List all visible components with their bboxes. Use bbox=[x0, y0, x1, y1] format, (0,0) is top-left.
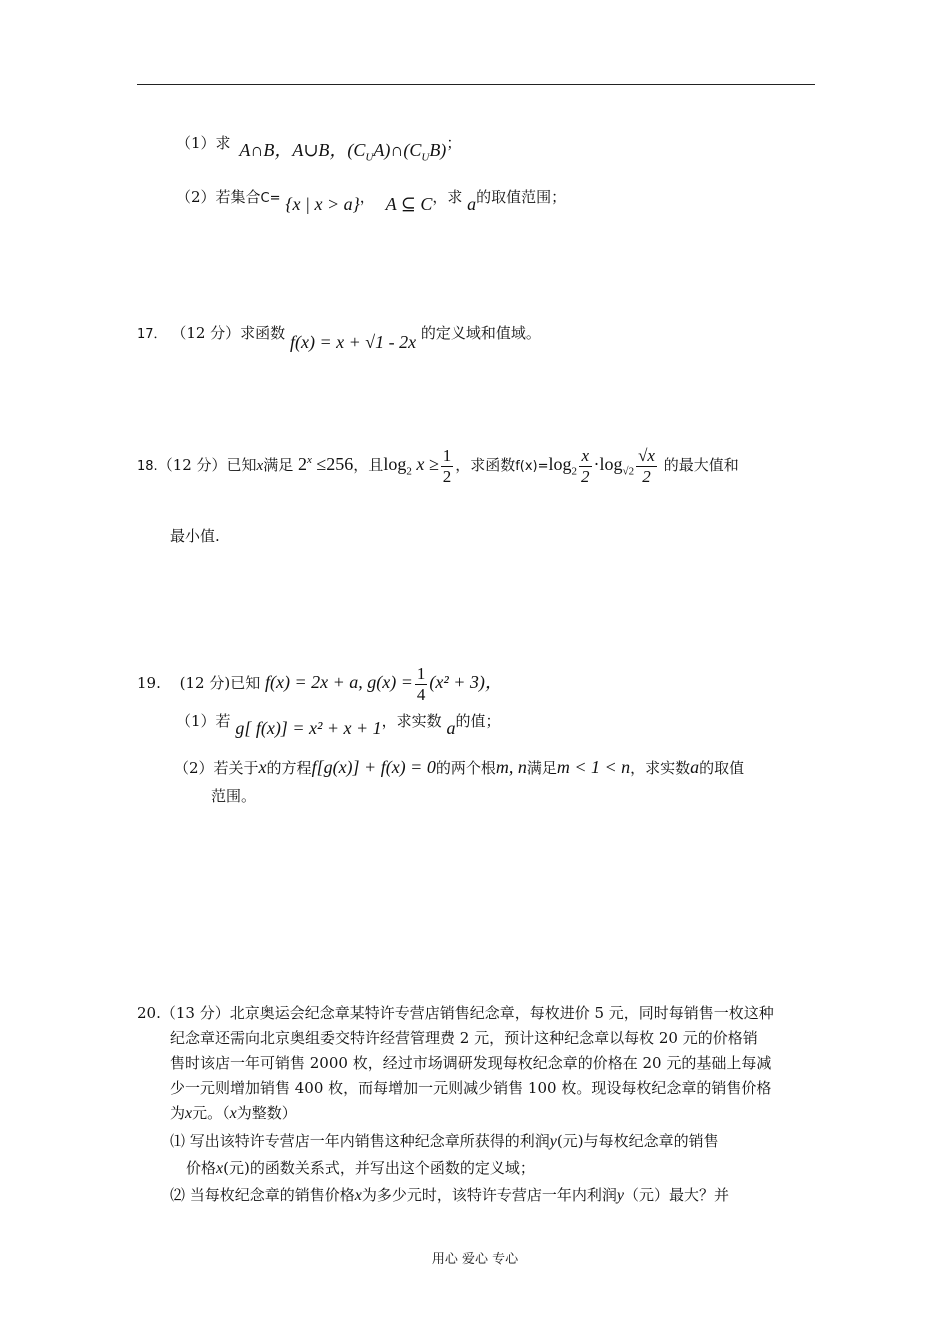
q18-fx: f(x)= bbox=[515, 459, 549, 474]
q18-prompt: （12 分）已知 bbox=[157, 456, 257, 474]
q18-cond2-pre: ，且 bbox=[353, 456, 384, 474]
q19-p2-cond: m < 1 < n bbox=[556, 757, 631, 777]
q18-log1: $\log_2$ bbox=[548, 454, 578, 478]
q16-p2-tail: 的取值范围； bbox=[476, 188, 567, 206]
q18-log2: $\cdot\log_{√2}$ bbox=[593, 454, 635, 478]
q19-p2-mn: m, n bbox=[495, 757, 527, 777]
q18-frac1: $\frac{x}{2}$ bbox=[581, 445, 590, 486]
q18-line2: 最小值. bbox=[170, 527, 220, 545]
q19-p1-ask: ，求实数 bbox=[381, 712, 442, 730]
q17-prompt: （12 分）求函数 bbox=[171, 324, 286, 342]
q20-sub2-x: x bbox=[354, 1187, 362, 1204]
q16-p1-label: （1）求 bbox=[176, 134, 231, 152]
q20-sub2-y: y bbox=[616, 1187, 625, 1204]
q16-p2-c: C= bbox=[260, 191, 281, 206]
q17-function: f(x) = x + √1 - 2x bbox=[289, 332, 417, 352]
q20-line5 bbox=[170, 1103, 297, 1124]
q19-p1-eq: g[ f(x)] = x² + x + 1 bbox=[235, 718, 382, 738]
q18-cond1: $2^x \le 256$ bbox=[298, 454, 354, 474]
q19-p2-tail: 的取值 bbox=[699, 759, 745, 777]
q16-p1-end: ； bbox=[446, 134, 462, 152]
q20-sub1b-x: x bbox=[216, 1160, 224, 1177]
q18-tail: 的最大值和 bbox=[663, 456, 739, 474]
q19-p2-eq: f[g(x)] + f(x) = 0 bbox=[311, 757, 436, 777]
q20-sub1b-pre: 价格 bbox=[186, 1159, 217, 1177]
q20-sub1-y: y bbox=[549, 1133, 557, 1150]
q18-var-x: x bbox=[256, 458, 264, 474]
q19-quarter-fraction: $\frac{1}{4}$ bbox=[416, 663, 426, 704]
q16-p2-cond: A ⊆ C bbox=[385, 194, 433, 214]
q20-sub1-pre: ⑴ 写出该特许专营店一年内销售这种纪念章所获得的利润 bbox=[170, 1132, 550, 1150]
q16-p2-ask: ，求 bbox=[432, 188, 463, 206]
q19-p2-a: a bbox=[690, 757, 700, 777]
q17-number: 17． bbox=[137, 327, 167, 342]
q20-sub1b bbox=[186, 1158, 535, 1179]
q16-p2-set: {x | x > a} bbox=[285, 194, 360, 214]
page-footer: 用心 爱心 专心 bbox=[431, 1252, 519, 1267]
q19-p2-mid: 的方程 bbox=[266, 759, 312, 777]
q18-cond2: $\log_2 x$ ≥ bbox=[383, 454, 439, 478]
q20-line3: 售时该店一年可销售 2000 枚，经过市场调研发现每枚纪念章的价格在 20 元的基础上每减 bbox=[170, 1054, 772, 1072]
q19-p2-mid3: 满足 bbox=[526, 759, 557, 777]
q19-p2-x: x bbox=[258, 757, 267, 777]
q19-number: 19. bbox=[137, 674, 161, 692]
q19-p2-mid4: ，求实数 bbox=[630, 759, 691, 777]
q19-p1-var: a bbox=[446, 718, 456, 738]
q16-part2: （2）若集合C= {x | x > a}， A ⊆ C，求 a的取值范围； bbox=[176, 188, 567, 214]
q19-part1 bbox=[176, 710, 501, 738]
q19-p1-tail: 的值； bbox=[455, 712, 501, 730]
q16-p1-math: A∩B，A∪B，$(C_UA)\cap(C_UB)$ bbox=[239, 140, 447, 164]
q19-given-tail: (x² + 3)， bbox=[429, 672, 503, 692]
q19 bbox=[137, 662, 503, 705]
q17 bbox=[137, 322, 541, 352]
q19-p2-line2: 范围。 bbox=[211, 787, 257, 805]
q20-line5-x2: x bbox=[229, 1105, 237, 1122]
q18-cond1-pre: 满足 bbox=[263, 456, 294, 474]
q18-frac2: $\frac{√x}{2}$ bbox=[638, 445, 655, 486]
q20-sub2-tail: （元）最大？并 bbox=[624, 1186, 730, 1204]
q16-part1 bbox=[176, 132, 462, 164]
q20-sub1-tail: (元)与每枚纪念章的销售 bbox=[556, 1132, 719, 1150]
q20-line4: 少一元则增加销售 400 枚，而每增加一元则减少销售 100 枚。现设每枚纪念章的销售价格 bbox=[170, 1079, 772, 1097]
q18-half-fraction: $\frac{1}{2}$ bbox=[442, 445, 452, 486]
q16-p2-var: a bbox=[467, 194, 477, 214]
q20-line1: 20.（13 分）北京奥运会纪念章某特许专营店销售纪念章，每枚进价 5 元，同时每销售一枚这种 bbox=[137, 1004, 774, 1022]
q20-line5-x: x bbox=[185, 1105, 193, 1122]
q20-sub2-pre: ⑵ 当每枚纪念章的销售价格 bbox=[170, 1186, 355, 1204]
q18-number: 18. bbox=[137, 459, 158, 474]
q19-prompt: (12 分)已知 bbox=[179, 674, 261, 692]
q17-tail: 的定义域和值域。 bbox=[420, 324, 541, 342]
header-rule bbox=[137, 84, 815, 85]
q20-sub1 bbox=[170, 1131, 719, 1152]
q20-line2: 纪念章还需向北京奥组委交特许经营管理费 2 元，预计这种纪念章以每枚 20 元的价格销 bbox=[170, 1029, 758, 1047]
q19-p2-mid2: 的两个根 bbox=[435, 759, 496, 777]
q20-sub2-mid: 为多少元时，该特许专营店一年内利润 bbox=[361, 1186, 617, 1204]
q19-part2 bbox=[174, 757, 744, 778]
q18 bbox=[137, 440, 739, 492]
q16-p2-label: （2）若集合 bbox=[176, 188, 261, 206]
q20-line5-mid: 元。（ bbox=[192, 1104, 230, 1122]
q19-given: f(x) = 2x + a, g(x) = bbox=[264, 672, 413, 692]
q18-func-pre: ，求函数 bbox=[455, 456, 516, 474]
q20-sub1b-tail: (元)的函数关系式，并写出这个函数的定义域； bbox=[223, 1159, 535, 1177]
q20-sub2 bbox=[170, 1185, 729, 1206]
q19-p1-label: （1）若 bbox=[176, 712, 231, 730]
q19-p2-label: （2）若关于 bbox=[174, 759, 259, 777]
q20-line5-tail: 为整数） bbox=[236, 1104, 297, 1122]
q20-line5-pre: 为 bbox=[170, 1104, 186, 1122]
